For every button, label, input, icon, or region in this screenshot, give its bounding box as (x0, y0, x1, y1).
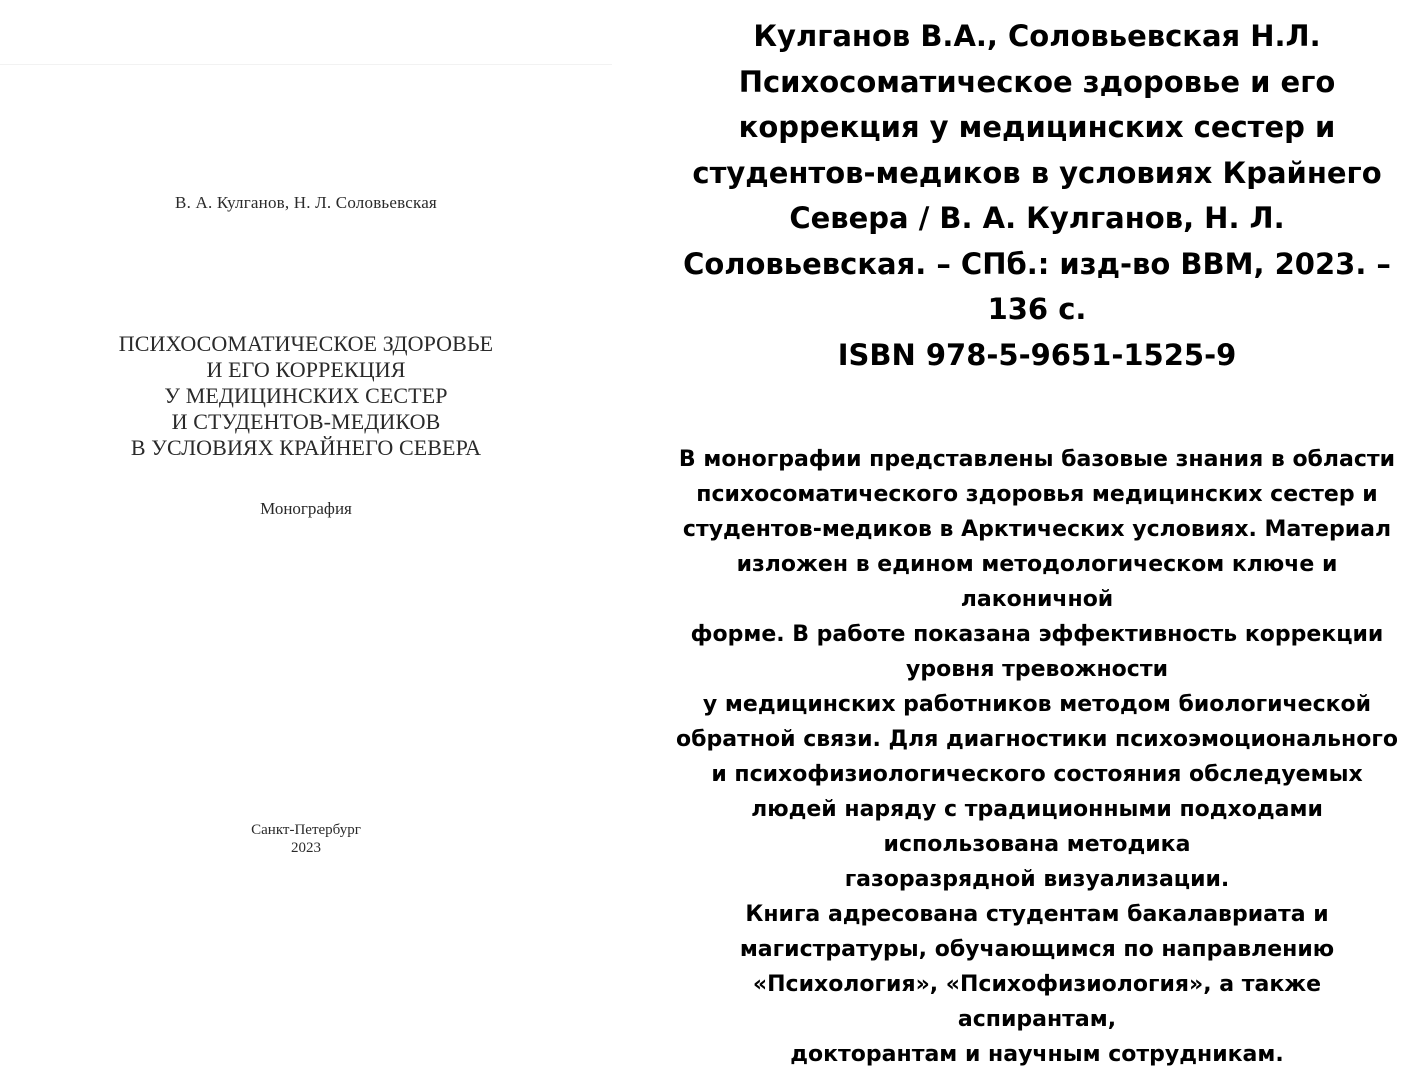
annotation-line: В монографии представлены базовые знания в области (678, 447, 1396, 472)
annotation-line: студентов-медиков в Арктических условиях. Материал (682, 517, 1392, 542)
citation-line: Кулганов В.А., Соловьевская Н.Л. (753, 19, 1321, 53)
annotation-line: лаконичной (960, 587, 1114, 612)
book-info (656, 14, 1418, 1072)
bibliographic-citation (656, 14, 1418, 378)
citation-line: 136 с. (987, 292, 1087, 326)
annotation-line: «Психология», «Психофизиология», а также (752, 972, 1322, 997)
citation-line: коррекция у медицинских сестер и (738, 110, 1336, 144)
annotation-line: уровня тревожности (906, 657, 1168, 682)
annotation-line: газоразрядной визуализации. (844, 867, 1230, 892)
annotation-line: использована методика (883, 832, 1191, 857)
annotation-line: форме. В работе показана эффективность коррекции (690, 622, 1384, 647)
title-line: И ЕГО КОРРЕКЦИЯ (206, 357, 406, 382)
annotation-line: людей наряду с традиционными подходами (751, 797, 1323, 822)
citation-line: студентов-медиков в условиях Крайнего (692, 155, 1382, 190)
title-line: И СТУДЕНТОВ-МЕДИКОВ (171, 409, 441, 434)
imprint-city: Санкт-Петербург (251, 822, 361, 838)
title-page-title (0, 331, 612, 461)
title-page-imprint (0, 821, 612, 857)
annotation-line: магистратуры, обучающимся по направлению (739, 937, 1335, 962)
title-line: У МЕДИЦИНСКИХ СЕСТЕР (164, 383, 448, 408)
citation-line: Психосоматическое здоровье и его (738, 64, 1336, 99)
annotation-line: аспирантам, (957, 1007, 1117, 1032)
title-line: В УСЛОВИЯХ КРАЙНЕГО СЕВЕРА (130, 435, 482, 460)
citation-line: Соловьевская. – СПб.: изд-во ВВМ, 2023. – (683, 246, 1391, 281)
title-line: ПСИХОСОМАТИЧЕСКОЕ ЗДОРОВЬЕ (118, 331, 494, 356)
imprint-year: 2023 (291, 840, 321, 856)
annotation-line: и психофизиологического состояния обследуемых (711, 762, 1363, 787)
annotation-line: докторантам и научным сотрудникам. (790, 1042, 1284, 1067)
annotation-line: у медицинских работников методом биологической (702, 692, 1372, 717)
annotation-line: психосоматического здоровья медицинских сестер и (696, 482, 1378, 507)
annotation-line: Книга адресована студентам бакалавриата и (745, 902, 1329, 927)
book-title-page (0, 64, 612, 1085)
annotation-line: изложен в едином методологическом ключе и (736, 552, 1338, 577)
annotation-line: обратной связи. Для диагностики психоэмоционального (676, 727, 1398, 752)
citation-line: Севера / В. А. Кулганов, Н. Л. (789, 201, 1285, 235)
title-page-authors: В. А. Кулганов, Н. Л. Соловьевская (175, 193, 437, 212)
book-annotation (656, 442, 1418, 1072)
isbn: ISBN 978-5-9651-1525-9 (837, 337, 1237, 372)
title-page-genre: Монография (260, 499, 352, 518)
